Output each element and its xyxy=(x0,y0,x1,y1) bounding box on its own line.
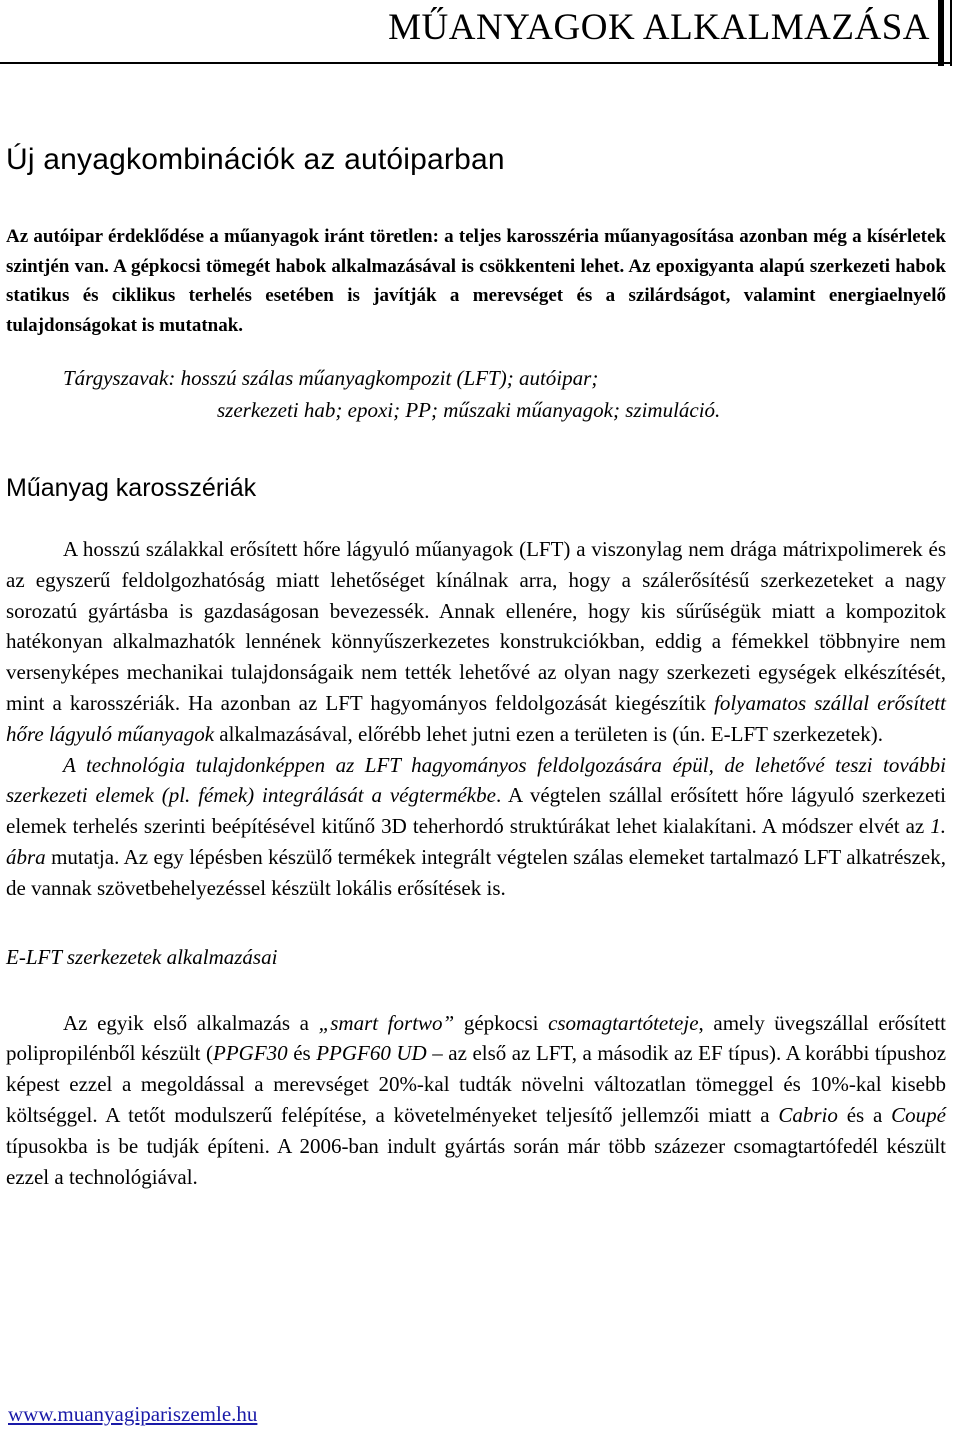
paragraph-italic: „smart fortwo” xyxy=(318,1010,455,1035)
paragraph-text: típusokba is be tudják építeni. A 2006-ban indult gyártás során már több százezer csomagtartófedél készült ezzel a technológiával. xyxy=(6,1133,946,1189)
paragraph xyxy=(6,750,946,904)
header-underline xyxy=(0,62,952,64)
paragraph-text: . A végtelen szállal erősített hőre lágyuló szerkezeti elemek terhelés szerinti beépítésével kitűnő 3D teherhordó struktúrákat lehet kialakítani. A módszer elvét az xyxy=(6,783,946,839)
paragraph xyxy=(6,534,946,750)
paragraph-italic: Cabrio xyxy=(778,1102,838,1127)
paragraph-text: és a xyxy=(837,1102,892,1127)
footer-website-link[interactable]: www.muanyagipariszemle.hu xyxy=(8,1402,258,1426)
paragraph-text: – az első az LFT, a második az EF típus). A korábbi típushoz képest ezzel a megoldással a merevséget 20%-kal tudták növelni változatlan tömeggel és 10%-kal kisebb költséggel. A tetőt modulszerű felépítése, a követelményeket teljesítő jellemzői miatt a xyxy=(6,1041,947,1127)
paragraph-text: A hosszú szálakkal erősített hőre lágyuló műanyagok (LFT) a viszonylag nem drága mátrixpolimerek és az egyszerű feldolgozhatóság miatt lehetőséget kínálnak arra, hogy a szálerősítésű szerkezeteket a nagy sorozatú gyártásba is gazdaságosan bevezessék. Annak ellenére, hogy kis sűrűségük miatt a kompozitok hatékonyan alkalmazhatók lennének könnyűszerkezetes konstrukciókban, eddig a fémekkel többnyire nem versenyképes mechanikai tulajdonságaik nem tették lehetővé az olyan nagy szerkezeti egységek elkészítését, mint a karosszériák. Ha azonban az LFT hagyományos feldolgozását kiegészítik xyxy=(6,537,946,715)
section-body-elft xyxy=(6,1008,946,1193)
article-title: Új anyagkombinációk az autóiparban xyxy=(6,143,505,176)
article-content xyxy=(6,140,946,1192)
header-rule-thick xyxy=(938,0,944,66)
figure-reference: 1. ábra xyxy=(6,814,946,869)
keywords-line-2: szerkezeti hab; epoxi; PP; műszaki műanyagok; szimuláció. xyxy=(217,398,721,422)
paragraph-italic: A technológia tulajdonképpen az LFT hagyományos feldolgozására épül, de lehetővé teszi további szerkezeti elemek (pl. fémek) integrálását a végtermékbe xyxy=(6,752,946,808)
paragraph-italic: PPGF60 UD xyxy=(316,1041,427,1066)
keywords-line-1: hosszú szálas műanyagkompozit (LFT); autóipar; xyxy=(180,366,599,390)
header-title: MŰANYAGOK ALKALMAZÁSA xyxy=(388,7,930,48)
keywords-label: Tárgyszavak: xyxy=(63,366,176,390)
article-abstract: Az autóipar érdeklődése a műanyagok iránt töretlen: a teljes karosszéria műanyagosítása azonban még a kísérletek szintjén van. A gépkocsi tömegét habok alkalmazásával is csökkenteni lehet. Az epoxigyanta alapú szerkezeti habok statikus és ciklikus terhelés esetében is javítják a merevséget és a szilárdságot, valamint energiaelnyelő tulajdonságokat is mutatnak. xyxy=(6,226,946,336)
paragraph-text: alkalmazásával, előrébb lehet jutni ezen a területen is (ún. E-LFT szerkezetek). xyxy=(214,721,883,746)
paragraph-italic: folyamatos szállal erősített hőre lágyuló műanyagok xyxy=(6,690,946,746)
paragraph-text: és xyxy=(287,1041,317,1066)
paragraph-text: , amely üvegszállal erősített polipropilénből készült ( xyxy=(6,1010,946,1066)
header-rule-thin xyxy=(950,0,952,66)
section-heading-car-bodies: Műanyag karosszériák xyxy=(6,474,257,502)
paragraph-italic: csomagtartóteteje xyxy=(548,1010,699,1035)
subsection-heading-elft: E-LFT szerkezetek alkalmazásai xyxy=(6,944,278,969)
paragraph-italic: PPGF30 xyxy=(213,1041,288,1066)
section-body-car-bodies xyxy=(6,534,946,904)
paragraph-italic: Coupé xyxy=(891,1102,946,1127)
page-header xyxy=(0,0,960,66)
paragraph-text: gépkocsi xyxy=(454,1010,549,1035)
paragraph-text: mutatja. Az egy lépésben készülő termékek integrált végtelen szálas elemeket tartalmazó LFT alkatrészek, de vannak szövetbehelyezéssel készült lokális erősítések is. xyxy=(6,844,946,900)
paragraph xyxy=(6,1008,946,1193)
keywords-block xyxy=(63,362,946,426)
paragraph-text: Az egyik első alkalmazás a xyxy=(63,1010,319,1035)
